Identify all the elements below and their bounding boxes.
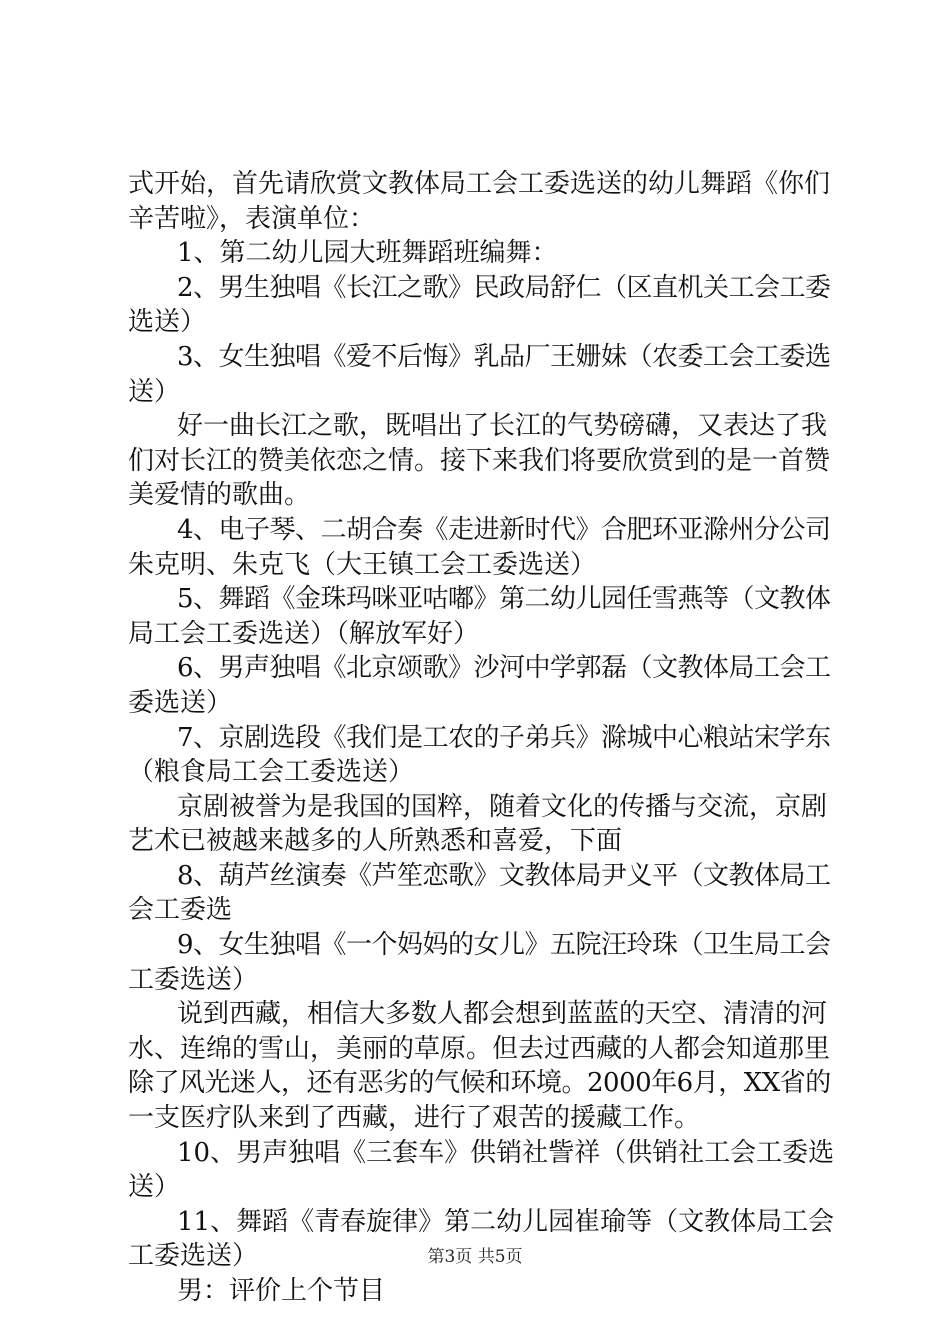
text-line: 工委选送） xyxy=(128,964,259,995)
page-footer: 第3页 共5页 xyxy=(427,1247,523,1267)
text-line: 一支医疗队来到了西藏，进行了艰苦的援藏工作。 xyxy=(128,1103,701,1134)
text-line: 局工会工委选送）（解放军好） xyxy=(128,618,480,649)
text-line: 5、舞蹈《金珠玛咪亚咕嘟》第二幼儿园任雪燕等（文教体 xyxy=(177,584,831,615)
text-line: 男：评价上个节目 xyxy=(177,1276,386,1306)
text-line: 艺术已被越来越多的人所熟悉和喜爱，下面 xyxy=(128,826,623,857)
text-line: 说到西藏，相信大多数人都会想到蓝蓝的天空、清清的河 xyxy=(177,999,828,1030)
text-line: 工委选送） xyxy=(128,1241,259,1272)
text-line: （粮食局工会工委选送） xyxy=(128,757,415,788)
text-line: 2、男生独唱《长江之歌》民政局舒仁（区直机关工会工委 xyxy=(177,272,831,303)
text-line: 式开始，首先请欣赏文教体局工会工委选送的幼儿舞蹈《你们 xyxy=(128,169,831,199)
text-line: 6、男声独唱《北京颂歌》沙河中学郭磊（文教体局工会工 xyxy=(177,653,831,684)
text-line: 美爱情的歌曲。 xyxy=(128,480,311,511)
text-line: 选送） xyxy=(128,307,207,338)
text-line: 1、第二幼儿园大班舞蹈班编舞： xyxy=(177,238,558,269)
text-line: 3、女生独唱《爱不后悔》乳品厂王姗妹（农委工会工委选 xyxy=(177,341,831,372)
text-line: 好一曲长江之歌，既唱出了长江的气势磅礴，又表达了我 xyxy=(177,411,828,442)
text-line: 送） xyxy=(128,1172,181,1203)
text-line: 7、京剧选段《我们是工农的子弟兵》滁城中心粮站宋学东 xyxy=(177,722,831,753)
text-line: 水、连绵的雪山，美丽的草原。但去过西藏的人都会知道那里 xyxy=(128,1033,831,1064)
text-line: 朱克明、朱克飞（大王镇工会工委选送） xyxy=(128,549,597,580)
text-line: 除了风光迷人，还有恶劣的气候和环境。2000年6月，XX省的 xyxy=(128,1068,831,1099)
text-line: 4、电子琴、二胡合奏《走进新时代》合肥环亚滁州分公司 xyxy=(177,514,831,545)
text-line: 8、葫芦丝演奏《芦笙恋歌》文教体局尹义平（文教体局工 xyxy=(177,860,831,891)
text-line: 们对长江的赞美依恋之情。接下来我们将要欣赏到的是一首赞 xyxy=(128,445,831,476)
text-line: 送） xyxy=(128,376,181,407)
document-body xyxy=(128,167,834,1309)
text-line: 会工委选 xyxy=(128,895,233,926)
text-line: 委选送） xyxy=(128,687,233,718)
text-line: 辛苦啦》，表演单位： xyxy=(128,203,376,234)
text-line: 10、男声独唱《三套车》供销社訾祥（供销社工会工委选 xyxy=(177,1137,835,1168)
text-line: 11、舞蹈《青春旋律》第二幼儿园崔瑜等（文教体局工会 xyxy=(177,1206,835,1237)
text-line: 京剧被誉为是我国的国粹，随着文化的传播与交流，京剧 xyxy=(177,791,828,822)
text-line: 9、女生独唱《一个妈妈的女儿》五院汪玲珠（卫生局工会 xyxy=(177,930,831,961)
